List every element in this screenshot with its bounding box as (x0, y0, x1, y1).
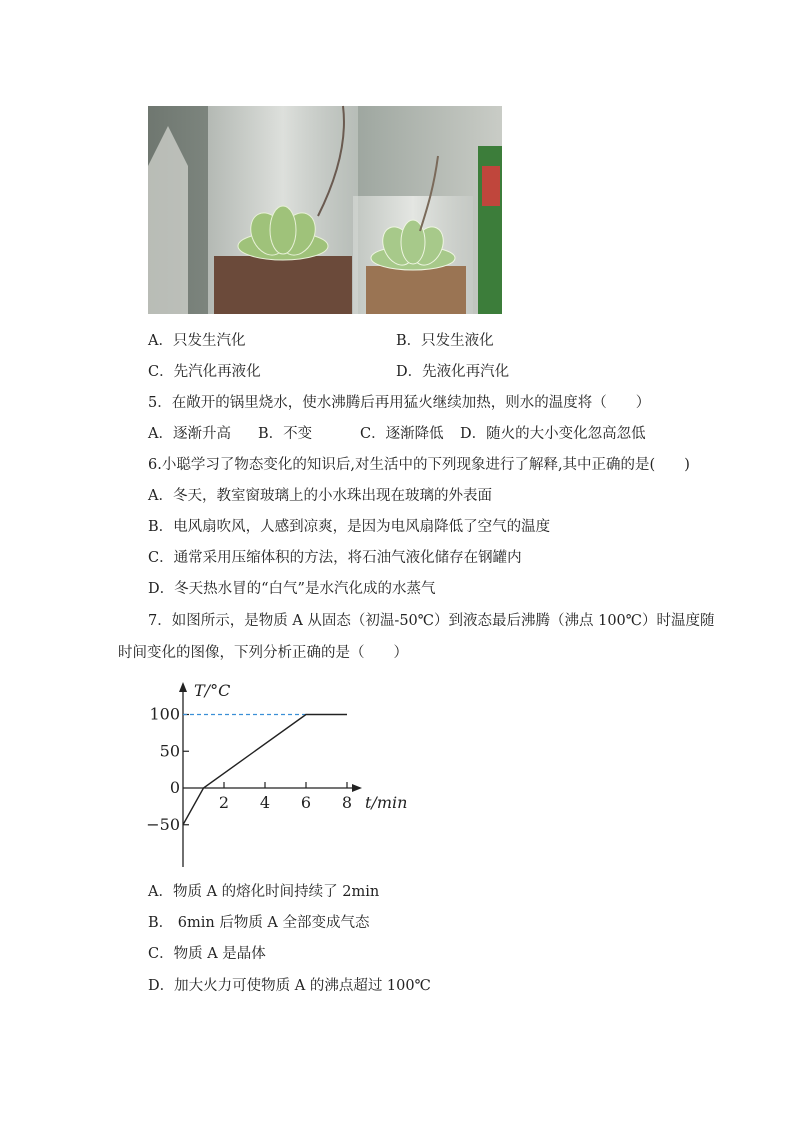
x-axis-arrow (352, 784, 362, 792)
x-tick-label: 2 (218, 793, 230, 812)
y-axis-arrow (179, 682, 187, 692)
y-tick-label: 0 (169, 778, 180, 797)
q6-option-a: A．冬天，教室窗玻璃上的小水珠出现在玻璃的外表面 (148, 488, 492, 504)
y-tick-label: 100 (149, 704, 180, 724)
q6-stem: 6.小聪学习了物态变化的知识后,对生活中的下列现象进行了解释,其中正确的是( ) (148, 457, 690, 473)
q4-option-d: D．先液化再汽化 (396, 364, 510, 380)
q7-stem-line1: 7．如图所示，是物质 A 从固态（初温-50℃）到液态最后沸腾（沸点 100℃）时温度随 (148, 613, 715, 629)
y-axis-label: T/°C (194, 681, 231, 700)
q5-option-a: A．逐渐升高 (148, 426, 231, 442)
x-tick-label: 8 (341, 793, 353, 812)
q6-option-c: C．通常采用压缩体积的方法，将石油气液化储存在钢罐内 (148, 550, 522, 566)
q7-stem-line2: 时间变化的图像，下列分析正确的是（ ） (118, 645, 408, 661)
q4-option-a: A．只发生汽化 (148, 333, 246, 349)
terrarium-photo-illustration (148, 106, 502, 314)
y-tick-label: 50 (159, 741, 180, 761)
q6-option-b: B．电风扇吹风，人感到凉爽，是因为电风扇降低了空气的温度 (148, 519, 551, 535)
q7-option-b: B． 6min 后物质 A 全部变成气态 (148, 915, 370, 931)
graph-svg (146, 672, 420, 872)
q4-option-b: B．只发生液化 (396, 333, 494, 349)
q5-option-b: B．不变 (258, 426, 313, 442)
q7-option-c: C．物质 A 是晶体 (148, 946, 266, 962)
temperature-time-graph (146, 672, 420, 872)
terrarium-photo (148, 106, 502, 314)
q6-option-d: D．冬天热水冒的“白气”是水汽化成的水蒸气 (148, 581, 436, 597)
x-tick-label: 6 (300, 793, 312, 812)
x-axis-label: t/min (365, 793, 408, 812)
y-tick-label: −50 (146, 814, 180, 834)
q5-stem: 5．在敞开的锅里烧水，使水沸腾后再用猛火继续加热，则水的温度将（ ） (148, 395, 651, 411)
q7-option-d: D．加大火力可使物质 A 的沸点超过 100℃ (148, 978, 431, 994)
x-tick-label: 4 (259, 793, 271, 812)
q7-option-a: A．物质 A 的熔化时间持续了 2min (148, 884, 380, 900)
q5-option-c: C．逐渐降低 (360, 426, 444, 442)
q5-option-d: D．随火的大小变化忽高忽低 (460, 426, 646, 442)
q4-option-c: C．先汽化再液化 (148, 364, 261, 380)
